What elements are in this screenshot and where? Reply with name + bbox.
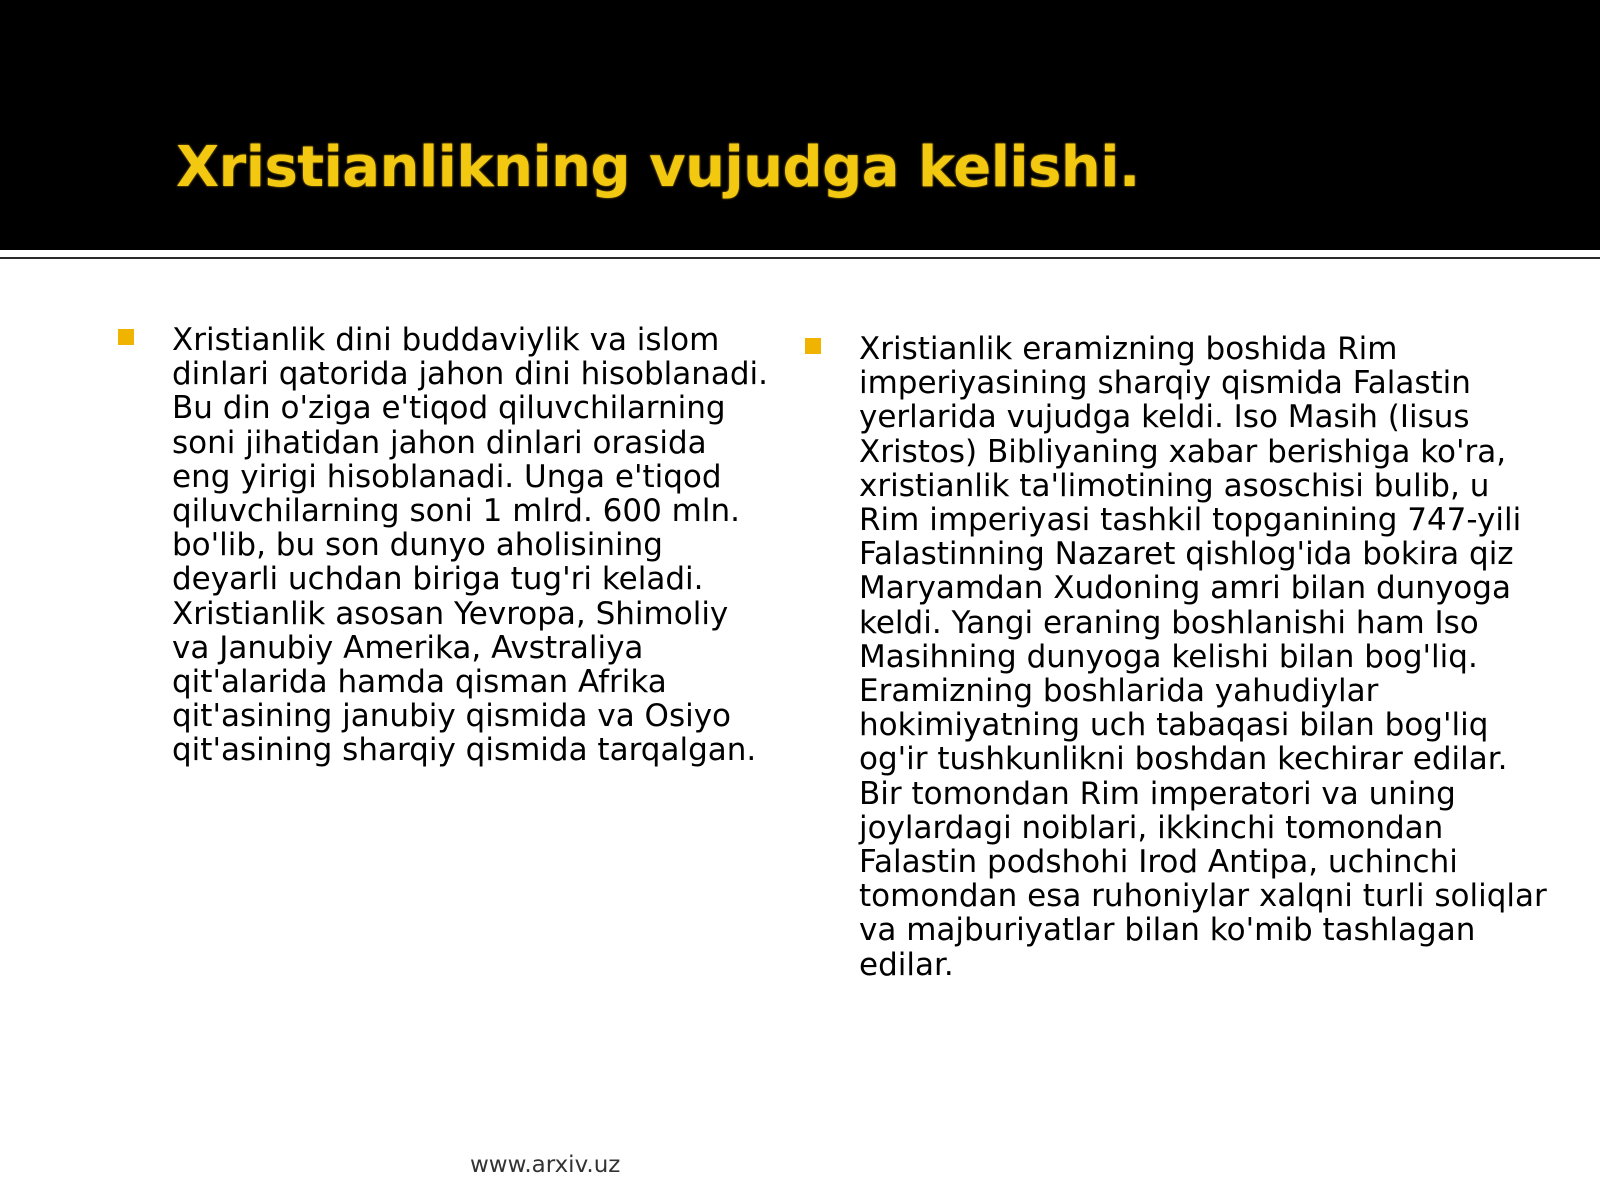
title-band <box>0 0 1600 250</box>
title-divider-dark <box>0 257 1600 259</box>
square-bullet-icon <box>118 329 134 345</box>
square-bullet-icon <box>805 338 821 354</box>
bullet-left-text: Xristianlik dini buddaviylik va islom dinlari qatorida jahon dini hisoblanadi. Bu din o'ziga e'tiqod qiluvchilarning soni jihatidan jahon dinlari orasida eng yirigi hisoblanadi. Unga e'tiqod qiluvchilarning soni 1 mlrd. 600 mln. bo'lib, bu son dunyo aholisining deyarli uchdan biriga tug'ri keladi. Xristianlik asosan Yevropa, Shimoliy va Janubiy Amerika, Avstraliya qit'alarida hamda qisman Afrika qit'asining janubiy qismida va Osiyo qit'asining sharqiy qismida tarqalgan. <box>172 322 769 769</box>
slide-title: Xristianlikning vujudga kelishi. <box>176 135 1140 200</box>
title-divider-light <box>0 250 1600 253</box>
bullet-right-text: Xristianlik eramizning boshida Rim imperiyasining sharqiy qismida Falastin yerlarida vujudga keldi. Iso Masih (Iisus Xristos) Bibliyaning xabar berishiga ko'ra, xristianlik ta'limotining asoschisi bulib, u Rim imperiyasi tashkil topganining 747-yili Falastinning Nazaret qishlog'ida bokira qiz Maryamdan Xudoning amri bilan dunyoga keldi. Yangi eraning boshlanishi ham Iso Masihning dunyoga kelishi bilan bog'liq. Eramizning boshlarida yahudiylar hokimiyatning uch tabaqasi bilan bog'liq og'ir tushkunlikni boshdan kechirar edilar. Bir tomondan Rim imperatori va uning joylardagi noiblari, ikkinchi tomondan Falastin podshohi Irod Antipa, uchinchi tomondan esa ruhoniylar xalqni turli soliqlar va majburiyatlar bilan ko'mib tashlagan edilar. <box>859 331 1547 983</box>
footer-url: www.arxiv.uz <box>470 1152 621 1178</box>
